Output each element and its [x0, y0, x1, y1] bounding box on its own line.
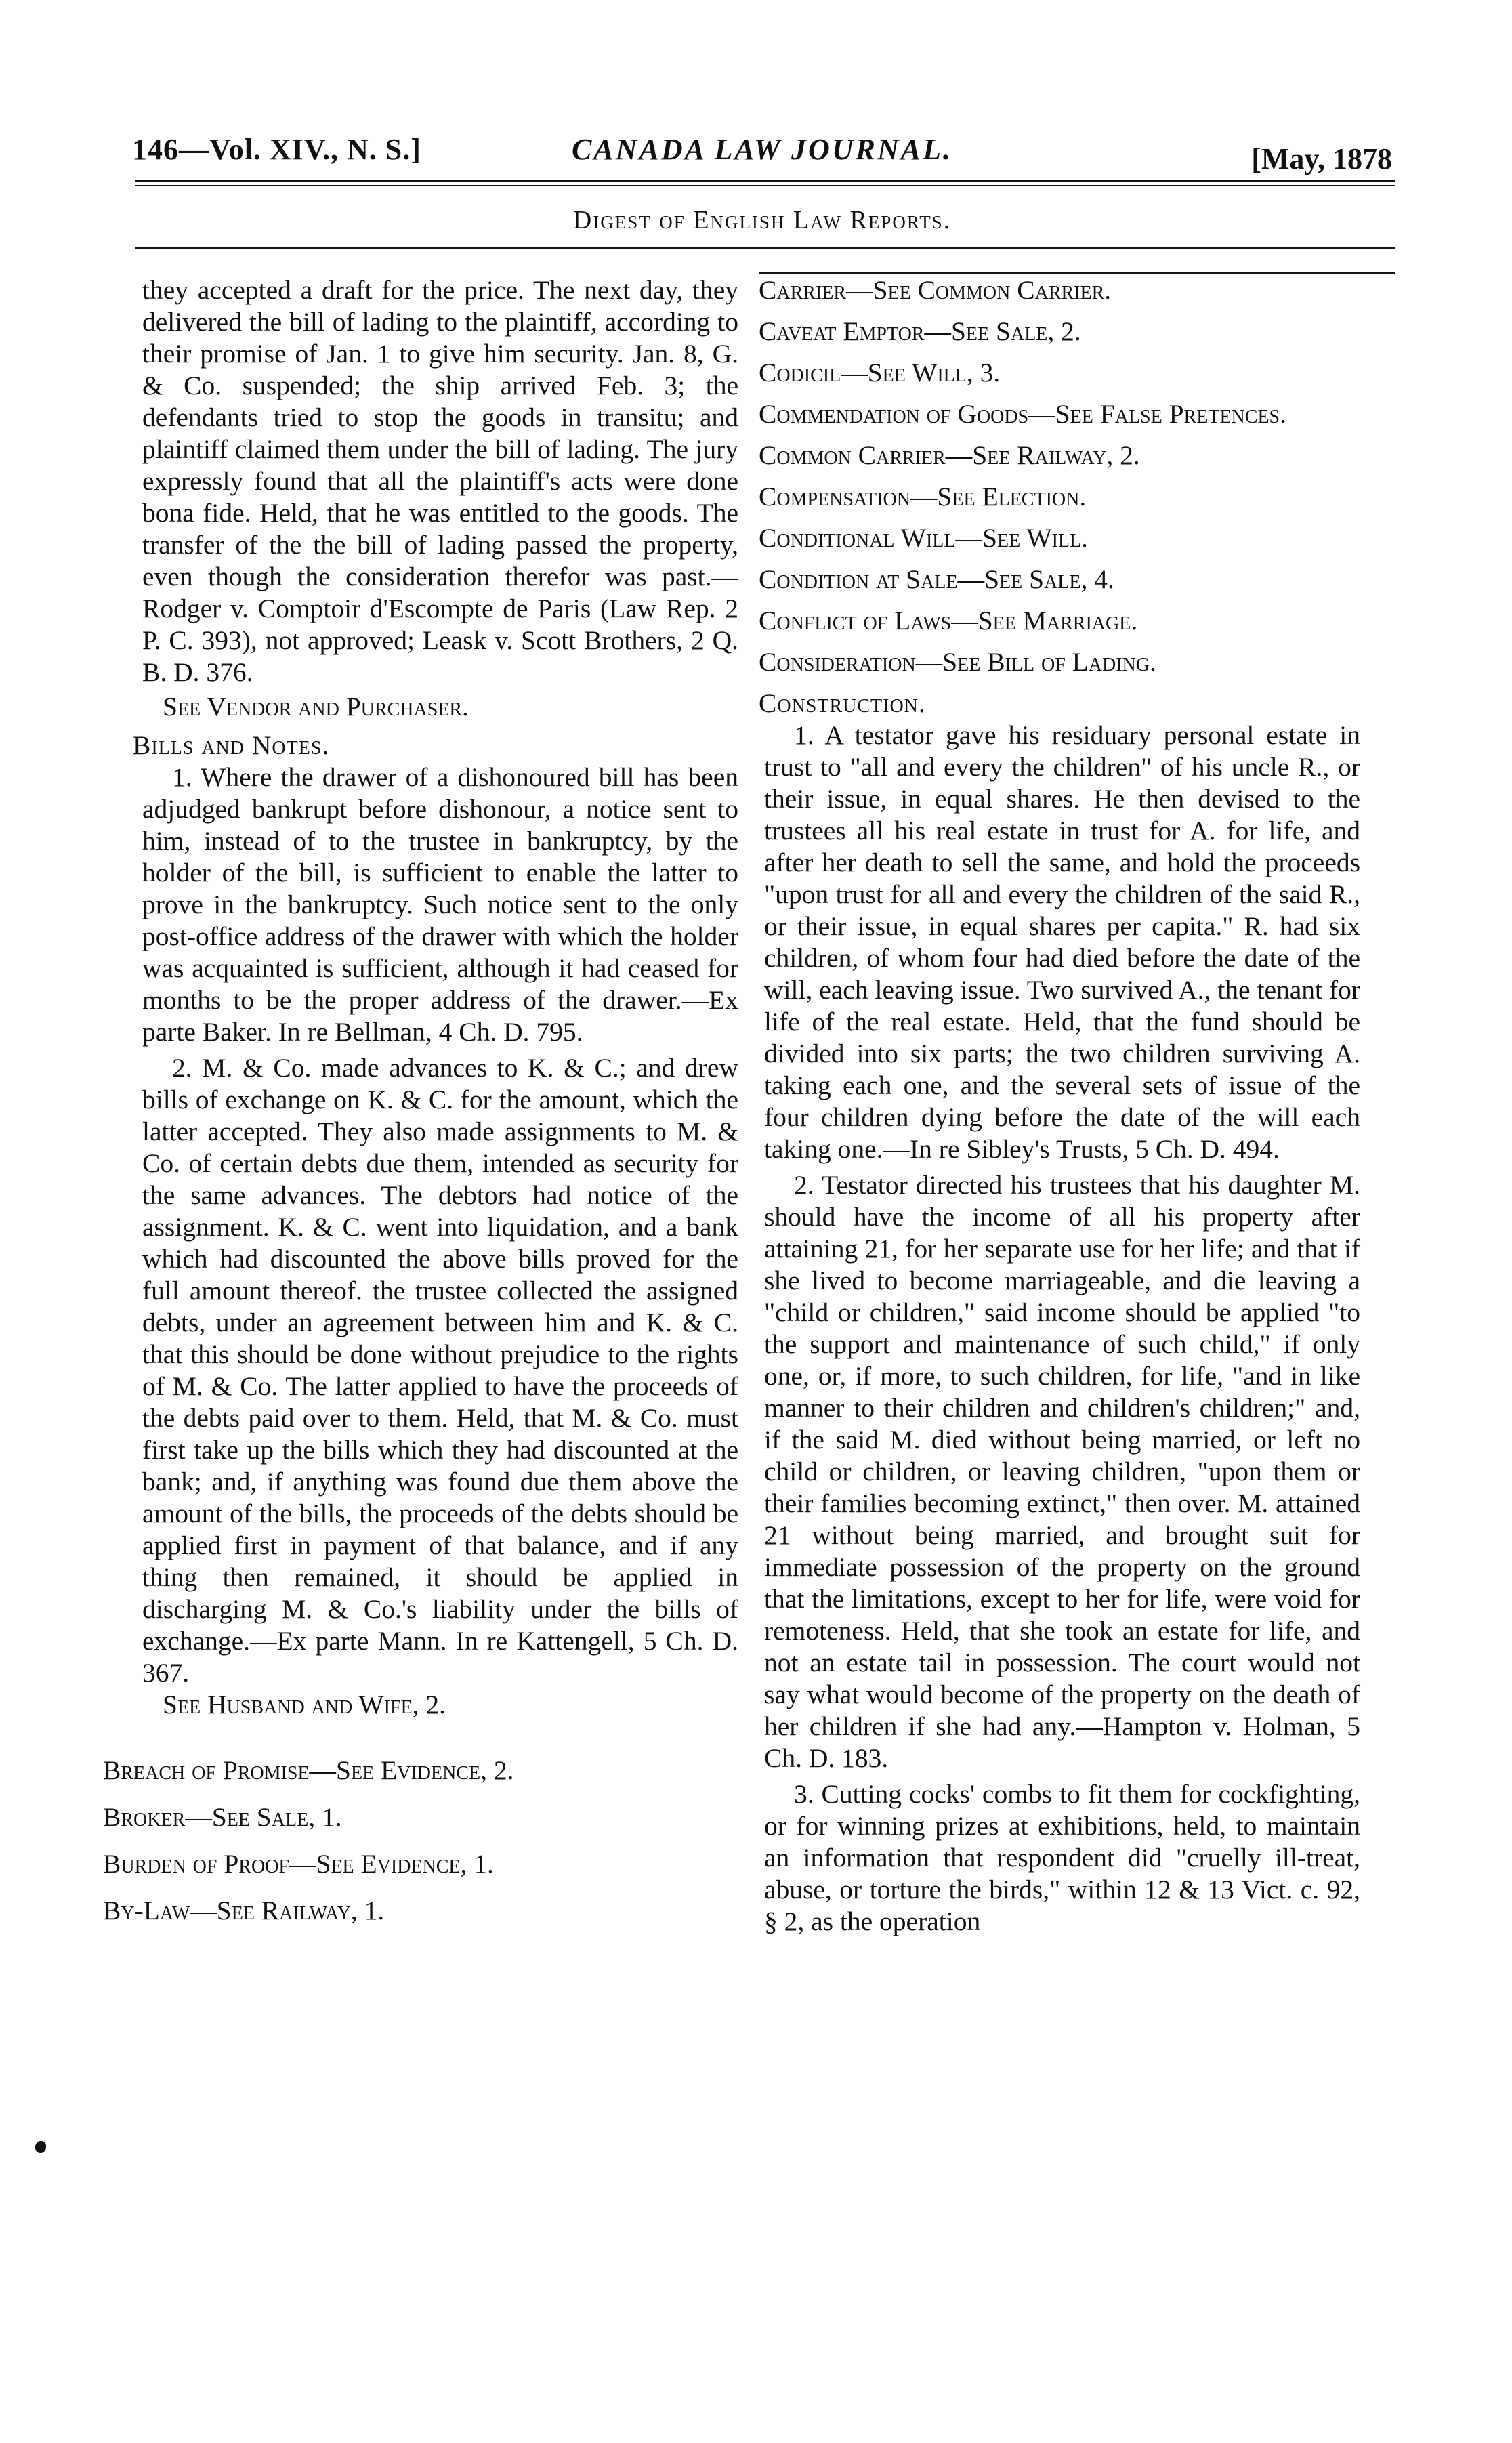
continued-paragraph: they accepted a draft for the price. The next day, they delivered the bill of lading to the plaintiff, according to their promise of Jan. 1 to give him security. Jan. 8, G. & Co. suspended; the ship arrived Feb. 3; the defendants tried to stop the goods in transitu; and plaintiff claimed them under the bill of lading. The jury expressly found that all the plaintiff's acts were done bona fide. Held, that he was entitled to the goods. The transfer of the the bill of lading passed the property, even though the consideration therefor was past.—Rodger v. Comptoir d'Escompte de Paris (Law Rep. 2 P. C. 393), not approved; Leask v. Scott Brothers, 2 Q. B. D. 376. [142, 275, 738, 687]
ink-mark [35, 2141, 46, 2153]
section-title: Digest of English Law Reports. [572, 206, 952, 234]
bills-paragraph-2: 2. M. & Co. made advances to K. & C.; and drew bills of exchange on K. & C. for the amount, which the latter accepted. They also made assignments to M. & Co. of certain debts due them, intended as security for the same advances. The debtors had notice of the assignment. K. & C. went into liquidation, and a bank which had discounted the above bills proved for the full amount thereof. the trustee collected the assigned debts, under an agreement between him and K. & C. that this should be done without prejudice to the rights of M. & Co. The latter applied to have the proceeds of the debts paid over to them. Held, that M. & Co. must first take up the bills which they had discounted at the bank; and, if anything was found due them above the amount of the bills, the proceeds of the debts should be applied first in payment of that balance, and if any thing then remained, it should be applied in discharging M. & Co.'s liability under the bills of exchange.—Ex parte Mann. In re Kattengell, 5 Ch. D. 367. [142, 1053, 738, 1688]
running-head [132, 132, 1392, 180]
xref-conflict-of-laws: Conflict of Laws—See Marriage. [759, 606, 1138, 635]
xref-carrier: Carrier—See Common Carrier. [759, 275, 1112, 305]
xref-consideration: Consideration—See Bill of Lading. [759, 647, 1156, 677]
heading-construction: Construction. [759, 688, 926, 718]
page-number-volume: 146—Vol. XIV., N. S.] [132, 133, 421, 166]
construction-paragraph-2: 2. Testator directed his trustees that his daughter M. should have the income of all his property after attaining 21, for her separate use for her life; and that if she lived to become marriageable, and die leaving a "child or children," said income should be applied "to the support and maintenance of such child," if only one, or, if more, to such children, for life, "and in like manner to their children and children's children;" and, if the said M. died without being married, or left no child or children, or leaving children, "upon them or their families becoming extinct," then over. M. attained 21 without being married, and brought suit for immediate possession of the property on the ground that the limitations, except to her for life, were void for remoteness. Held, that she took an estate for life, and not an estate tail in possession. The court would not say what would become of the property on the death of her children if she had any.—Hampton v. Holman, 5 Ch. D. 183. [764, 1170, 1360, 1773]
cross-reference-husband: See Husband and Wife, 2. [163, 1690, 446, 1719]
xref-conditional-will: Conditional Will—See Will. [759, 523, 1089, 553]
header-rule-thin [135, 185, 1395, 186]
section-rule [135, 247, 1395, 249]
construction-paragraph-1: 1. A testator gave his residuary personal estate in trust to "all and every the children" of his uncle R., or their issue, in equal shares. He then devised to the trustees all his real estate in trust for A. for life, and after her death to sell the same, and hold the proceeds "upon trust for all and every the children of the said R., or their issue, in equal shares per capita." R. had six children, of whom four had died before the date of the will, each leaving issue. Two survived A., the tenant for life of the real estate. Held, that the fund should be divided into six parts; the two children surviving A. taking each one, and the several sets of issue of the four children dying before the date of the will each taking one.—In re Sibley's Trusts, 5 Ch. D. 494. [764, 720, 1360, 1164]
header-rule-thick [135, 180, 1395, 182]
xref-common-carrier: Common Carrier—See Railway, 2. [759, 440, 1140, 470]
cross-reference-vendor: See Vendor and Purchaser. [163, 692, 469, 722]
xref-caveat-emptor: Caveat Emptor—See Sale, 2. [759, 316, 1081, 346]
right-column-rule [759, 272, 1395, 274]
xref-commendation-of-goods: Commendation of Goods—See False Pretences. [759, 399, 1286, 429]
xref-broker: Broker—See Sale, 1. [103, 1802, 342, 1832]
xref-codicil: Codicil—See Will, 3. [759, 358, 1001, 388]
left-column [103, 274, 738, 1942]
xref-compensation: Compensation—See Election. [759, 482, 1087, 511]
issue-date: [May, 1878 [1251, 142, 1392, 175]
construction-paragraph-3: 3. Cutting cocks' combs to fit them for cockfighting, or for winning prizes at exhibitions, held, to maintain an information that respondent did "cruelly ill-treat, abuse, or torture the birds," within 12 & 13 Vict. c. 92, § 2, as the operation [764, 1779, 1360, 1936]
xref-by-law: By-Law—See Railway, 1. [103, 1896, 385, 1925]
xref-breach-of-promise: Breach of Promise—See Evidence, 2. [103, 1755, 514, 1785]
journal-title: CANADA LAW JOURNAL. [572, 133, 952, 166]
xref-burden-of-proof: Burden of Proof—See Evidence, 1. [103, 1849, 494, 1879]
heading-bills-and-notes: Bills and Notes. [133, 730, 330, 760]
right-column [759, 274, 1360, 1938]
xref-condition-at-sale: Condition at Sale—See Sale, 4. [759, 564, 1114, 594]
bills-paragraph-1: 1. Where the drawer of a dishonoured bill has been adjudged bankrupt before dishonour, a notice sent to him, instead of to the trustee in bankruptcy, by the holder of the bill, is sufficient to enable the latter to prove in the bankruptcy. Such notice sent to the only post-office address of the drawer with which the holder was acquainted is sufficient, although it had ceased for months to be the proper address of the drawer.—Ex parte Baker. In re Bellman, 4 Ch. D. 795. [142, 762, 738, 1047]
